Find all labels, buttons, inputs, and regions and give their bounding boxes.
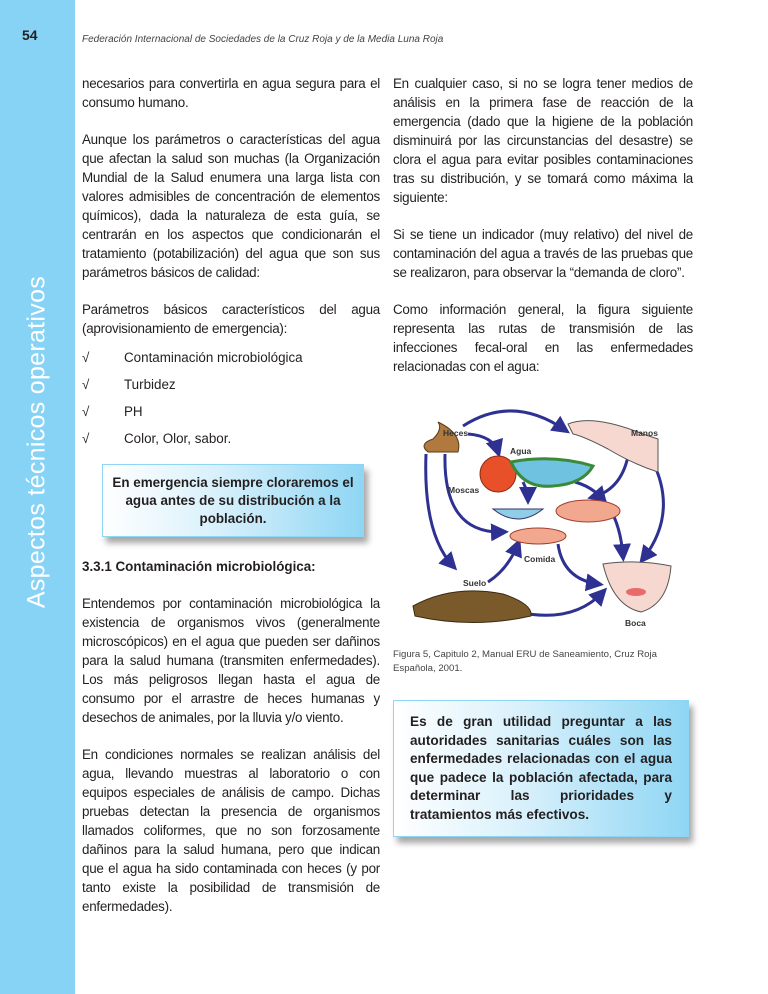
right-column — [393, 74, 693, 837]
section-heading: 3.3.1 Contaminación microbiológica: — [82, 559, 316, 574]
left-paragraph-5: En condiciones normales se realizan análisis del agua, llevando muestras al laboratorio o con equipos especiales de análisis de campo. Dichas pruebas detectan la presencia de organismos llamados coliformes, que no son forzosamente dañinos para la salud humana, pero que indican que el agua ha sido contaminada con heces (y por tanto existe la posibilidad de transmisión de enfermedades). — [82, 747, 380, 914]
side-section-title: Aspectos técnicos operativos — [22, 275, 51, 609]
right-paragraph-1: En cualquier caso, si no se logra tener medios de análisis en la primera fase de reacción de la emergencia (dado que la higiene de la población disminuirá por las circunstancias del desastre) se clora el agua para evitar posibles contaminaciones tras su distribución, y se tomará como máxima la siguiente: — [393, 76, 693, 205]
label-boca: Boca — [625, 618, 646, 628]
label-manos: Manos — [631, 428, 658, 438]
label-suelo: Suelo — [463, 578, 487, 588]
left-paragraph-2: Aunque los parámetros o características del agua que afectan la salud son muchas (la Organización Mundial de la Salud enumera una larga lista con valores admisibles de concentración de elementos químicos), dada la naturaleza de esta guía, se centrarán en los aspectos que condicionarán el tratamiento (potabilización) del agua que son sus parámetros básicos de calidad: — [82, 132, 380, 280]
checklist-item: √ PH — [82, 404, 143, 419]
checklist — [82, 348, 380, 456]
callout-chlorination: En emergencia siempre cloraremos el agua antes de su distribución a la población. — [102, 464, 364, 537]
checklist-item: √ Color, Olor, sabor. — [82, 431, 232, 446]
soil-icon — [413, 591, 531, 623]
checklist-item: √ Turbidez — [82, 377, 176, 392]
left-paragraph-3: Parámetros básicos característicos del agua (aprovisionamiento de emergencia): — [82, 302, 380, 336]
check-icon: √ — [82, 377, 90, 392]
callout-health-authorities: Es de gran utilidad preguntar a las autoridades sanitarias cuáles son las enfermedades relacionadas con el agua que padece la población afectada, para determinar las prioridades y tratamientos más efectivos. — [393, 700, 689, 837]
checklist-item: √ Contaminación microbiológica — [82, 350, 303, 365]
bowl-icon — [493, 509, 543, 519]
left-column — [82, 74, 380, 916]
transmission-routes-figure — [393, 394, 693, 634]
mouth-face-icon — [603, 562, 671, 612]
plate-icon — [510, 528, 566, 544]
page-number: 54 — [22, 27, 38, 43]
label-heces: Heces — [443, 428, 469, 438]
plate-icon — [556, 500, 620, 522]
check-icon: √ — [82, 431, 90, 446]
figure-caption: Figura 5, Capitulo 2, Manual ERU de Saneamiento, Cruz Roja Española, 2001. — [393, 649, 657, 674]
label-comida: Comida — [524, 554, 556, 564]
right-paragraph-2: Si se tiene un indicador (muy relativo) del nivel de contaminación del agua a través de las pruebas que se realizaron, para observar la “demanda de cloro”. — [393, 227, 693, 280]
label-moscas: Moscas — [448, 485, 480, 495]
left-paragraph-4: Entendemos por contaminación microbiológica la existencia de organismos vivos (generalmente microscópicos) en el agua que pueden ser dañinos para la salud humana (transmiten enfermedades). Los más peligrosos llegan hasta el agua de consumo por el arrastre de heces humanas y desechos de animales, por la lluvia y/o viento. — [82, 596, 380, 725]
right-paragraph-3: Como información general, la figura siguiente representa las rutas de transmisión de las infecciones fecal-oral en las enfermedades relacionadas con el agua: — [393, 302, 693, 374]
check-icon: √ — [82, 350, 90, 365]
lips-icon — [626, 588, 646, 596]
check-icon: √ — [82, 404, 90, 419]
running-header: Federación Internacional de Sociedades de la Cruz Roja y de la Media Luna Roja — [82, 34, 444, 45]
left-paragraph-1: necesarios para convertirla en agua segura para el consumo humano. — [82, 76, 380, 110]
label-agua: Agua — [510, 446, 532, 456]
